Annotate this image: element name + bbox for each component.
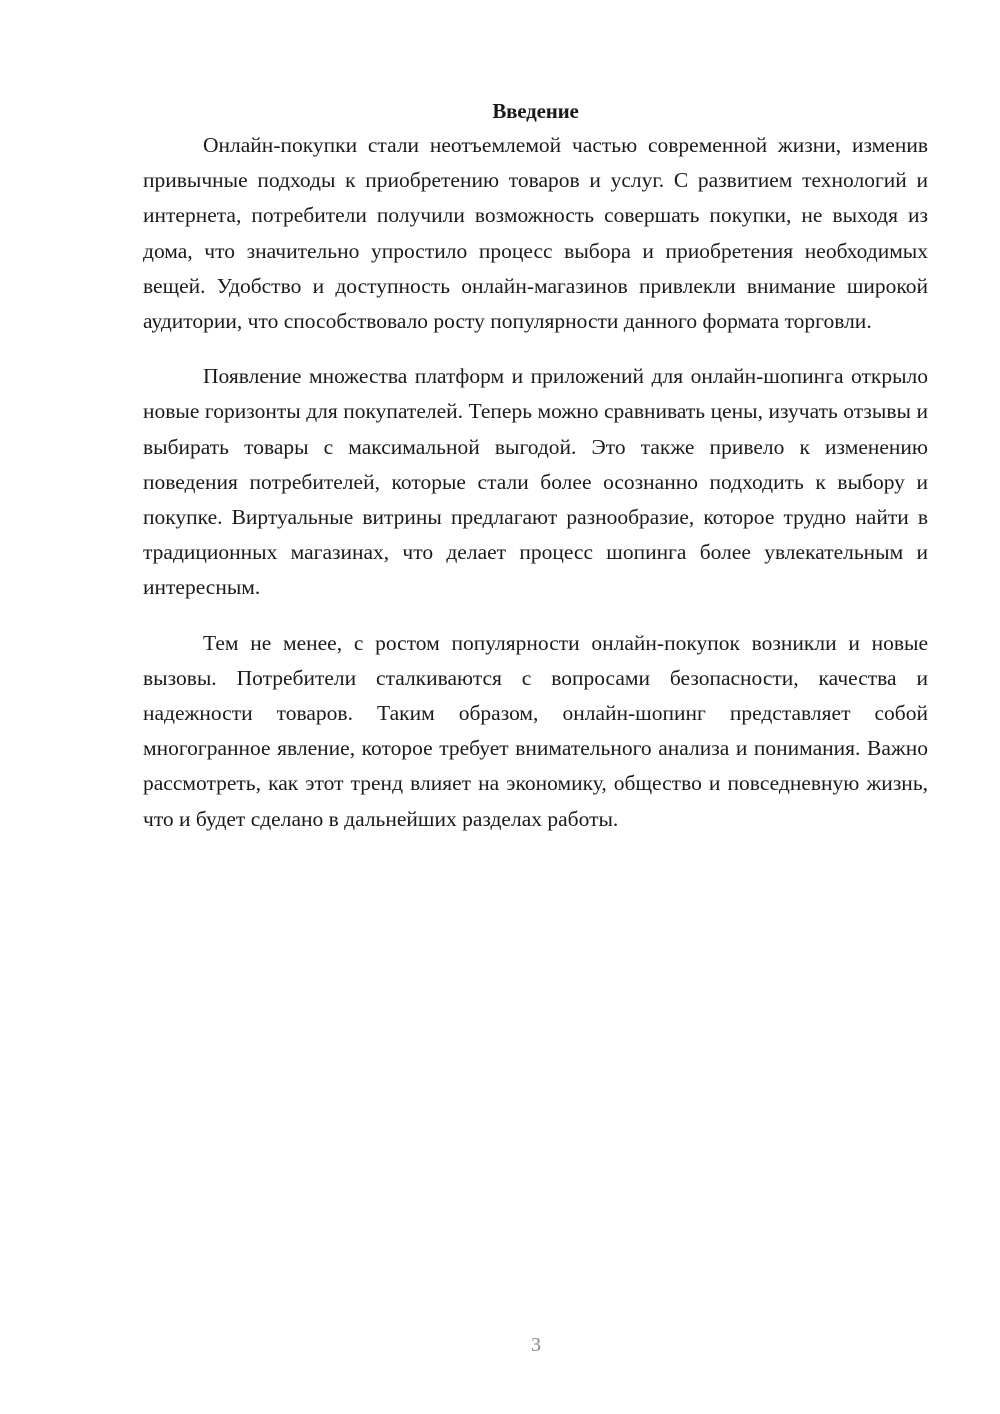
paragraph-3: Тем не менее, с ростом популярности онлайн-покупок возникли и новые вызовы. Потребители сталкиваются с вопросами безопасности, качества и надежности товаров. Таким образом, онлайн-шопинг представляет собой многогранное явление, которое требует внимательного анализа и понимания. Важно рассмотреть, как этот тренд влияет на экономику, общество и повседневную жизнь, что и будет сделано в дальнейших разделах работы. bbox=[143, 630, 928, 831]
paragraph-1: Онлайн-покупки стали неотъемлемой частью современной жизни, изменив привычные подходы к приобретению товаров и услуг. С развитием технологий и интернета, потребители получили возможность совершать покупки, не выходя из дома, что значительно упростило процесс выбора и приобретения необходимых вещей. Удобство и доступность онлайн-магазинов привлекли внимание широкой аудитории, что способствовало росту популярности данного формата торговли. bbox=[143, 133, 928, 334]
page-number: 3 bbox=[531, 1334, 541, 1356]
section-title: Введение bbox=[492, 99, 579, 123]
paragraph-2: Появление множества платформ и приложений для онлайн-шопинга открыло новые горизонты для покупателей. Теперь можно сравнивать цены, изучать отзывы и выбирать товары с максимальной выгодой. Это также привело к изменению поведения потребителей, которые стали более осознанно подходить к выбору и покупке. Виртуальные витрины предлагают разнообразие, которое трудно найти в традиционных магазинах, что делает процесс шопинга более увлекательным и интересным. bbox=[143, 364, 928, 600]
page-content bbox=[143, 96, 928, 857]
